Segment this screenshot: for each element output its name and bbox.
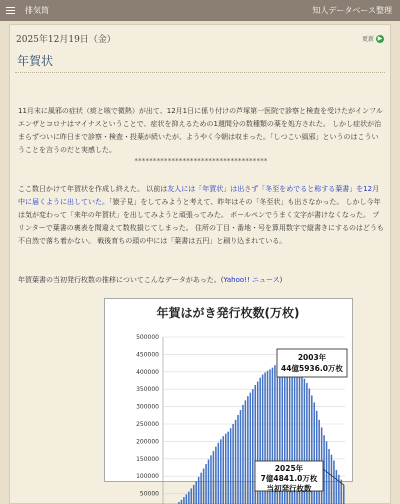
bar [210, 455, 212, 504]
bar [208, 459, 210, 504]
bar [222, 436, 224, 504]
update-icon: ▶ [377, 34, 383, 42]
bar [220, 439, 222, 504]
paragraph-3 [18, 274, 384, 287]
bar [331, 455, 333, 504]
paragraph-3-close: ) [279, 276, 283, 284]
bar [203, 469, 205, 504]
paragraph-3-text: 年賀葉書の当初発行枚数の推移についてこんなデータがあった。( [18, 276, 224, 284]
y-tick-label: 100000 [136, 473, 159, 481]
bar [195, 481, 197, 504]
update-button[interactable] [362, 34, 384, 43]
bar [205, 464, 207, 504]
bar [242, 405, 244, 504]
y-tick-label: 300000 [136, 403, 159, 411]
bar [328, 449, 330, 504]
y-tick-label: 500000 [136, 334, 159, 341]
post-date: 2025年12月19日（金） [16, 35, 116, 45]
bar [230, 428, 232, 504]
y-tick-label: 150000 [136, 455, 159, 463]
bar [343, 485, 345, 504]
bar [232, 424, 234, 504]
bar [186, 494, 188, 504]
post-title: 年賀状 [17, 54, 54, 68]
y-tick-label: 350000 [136, 386, 159, 394]
bar [188, 492, 190, 504]
y-tick-label: 200000 [136, 438, 159, 446]
paragraph-2-body: 「猿子見」をしてみようと考えて、昨年はその「冬至状」も出さなかった。 しかし今年は気が変わって「来年の年賀状」を出してみようと頑張ってみた。 ボールペンでうまく文字が書けなくなった。 プリンターで葉書の裏表を間違えて数枚損じてしまった。 住所の丁目・番地・号を算用数字で縦書きにするのはどうも不自然で落ち着かない。 戦後育ちの頭の中には「葉書は五円」と刷り込まれている。 [18, 198, 384, 245]
bar [183, 497, 185, 504]
chart-title: 年賀はがき発行枚数(万枚) [156, 306, 300, 320]
bar [338, 475, 340, 504]
star-divider: ************************************ [134, 157, 268, 165]
bar [235, 420, 237, 504]
annotation-year: 2025年 [274, 464, 304, 473]
bar-chart [105, 299, 352, 498]
bar [191, 488, 193, 504]
bar [336, 470, 338, 504]
bar [225, 434, 227, 504]
menu-button[interactable] [6, 5, 49, 16]
bar [240, 410, 242, 504]
bar [193, 485, 195, 504]
paragraph-2-intro: ここ数日かけて年賀状を作成し終えた。 以前は [18, 185, 168, 193]
bar [245, 400, 247, 504]
bar [247, 396, 249, 504]
paragraph-1: 11月末に風邪の症状（痰と咳で微熱）が出て、12月1日に係り付けの芦塚第一医院で診察と検査を受けたがインフルエンザとコロナはマイナスということで、症状を抑えるための1週間分の数種類の薬を処方された。 しかし症状が治まらずついに昨日まで診察・検査・投薬が続いたが、ようやく今朝は収まった。「しつこい風邪」というのはこういうことを言うのだと実感した。 [18, 107, 383, 154]
bar [227, 432, 229, 504]
title-divider [15, 72, 385, 73]
annotation-year: 2003年 [297, 353, 327, 362]
y-tick-label: 50000 [139, 490, 159, 498]
bar [326, 441, 328, 504]
bar [237, 415, 239, 504]
bar [215, 447, 217, 504]
yahoo-news-link[interactable]: Yahoo!! ニュース [223, 276, 280, 284]
update-label: 更新 [361, 36, 374, 43]
y-tick-label: 250000 [136, 421, 159, 428]
bar [181, 500, 183, 504]
paragraph-2-highlight: 友人には「年賀状」は出さず「冬至をめでると称する葉書」を12月中に届くように出していた。 [18, 185, 380, 206]
menu-icon [6, 7, 15, 14]
top-link[interactable]: 知人データベース整理 [312, 6, 392, 15]
bar [200, 473, 202, 504]
y-tick-label: 400000 [136, 368, 159, 376]
menu-label: 排気筒 [25, 6, 49, 15]
chart-image [104, 298, 353, 498]
bar [333, 461, 335, 504]
bar [198, 477, 200, 504]
paragraph-2 [18, 183, 384, 248]
bar [252, 389, 254, 504]
bar [250, 393, 252, 504]
y-tick-label: 450000 [136, 351, 159, 359]
bar [218, 443, 220, 504]
bar [213, 451, 215, 504]
annotation-note: 当初発行枚数 [266, 484, 312, 493]
annotation-value: 44億5936.0万枚 [281, 364, 343, 373]
top-bar [0, 0, 400, 21]
annotation-value: 7億4841.0万枚 [260, 474, 318, 483]
